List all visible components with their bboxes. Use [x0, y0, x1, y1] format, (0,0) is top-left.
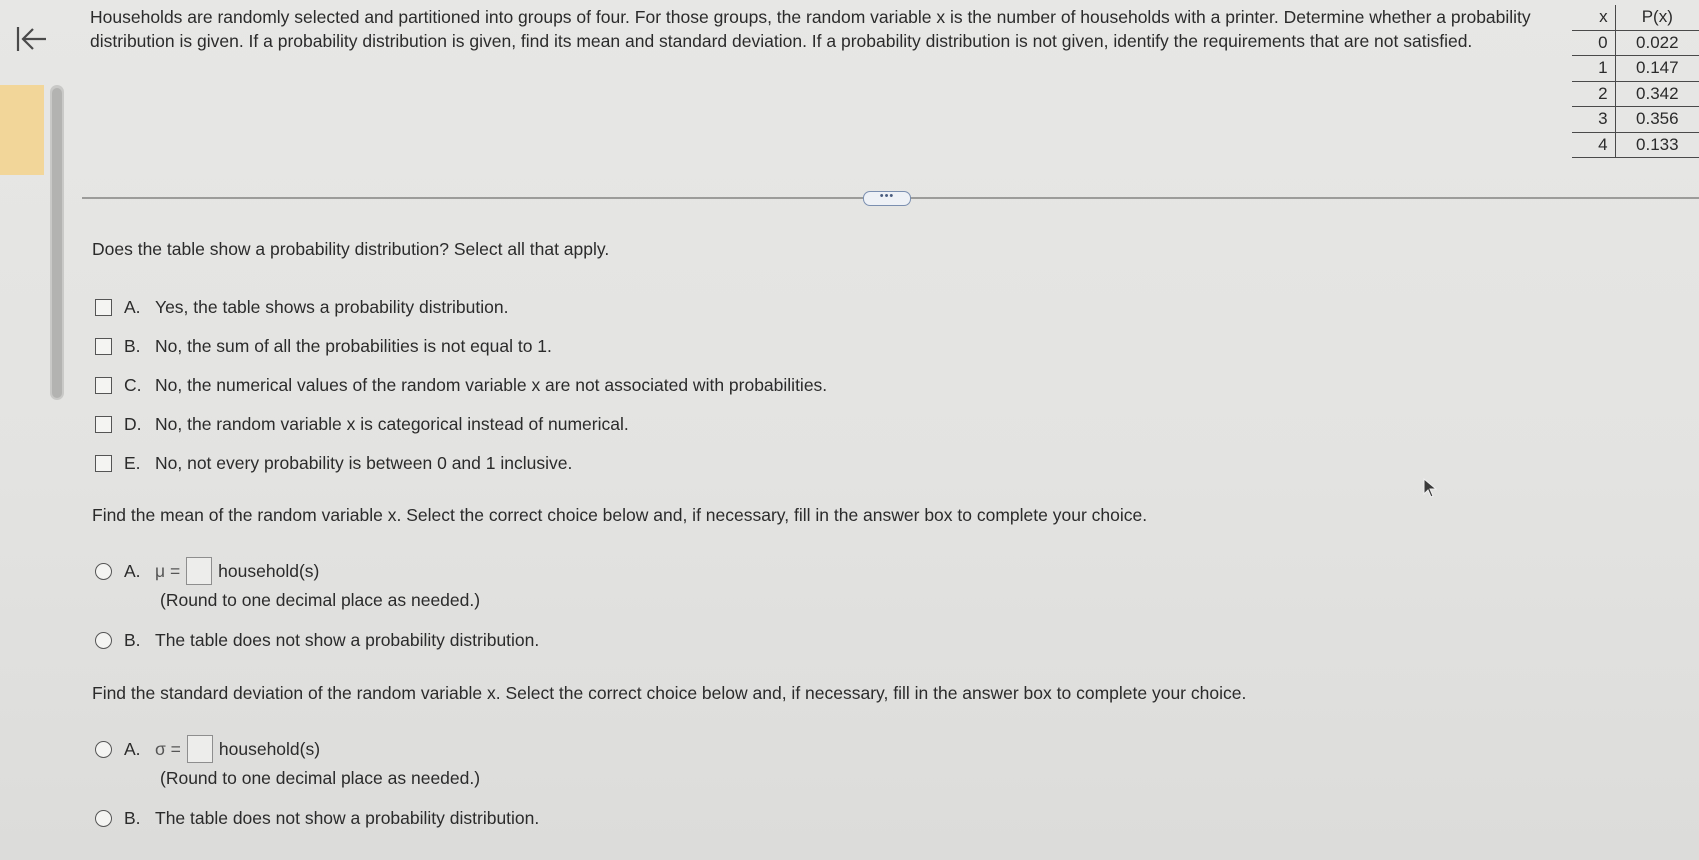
option-letter: A. — [124, 560, 141, 581]
table-cell-x: 2 — [1572, 81, 1615, 107]
radio-button[interactable] — [95, 810, 112, 827]
mu-symbol: μ = — [155, 560, 181, 581]
checkbox[interactable] — [95, 338, 112, 355]
part2-prompt: Find the mean of the random variable x. Select the correct choice below and, if necessary, fill in the answer box to complete your choice. — [92, 505, 1148, 525]
option-letter: D. — [124, 413, 142, 434]
sd-answer-box[interactable] — [187, 735, 213, 763]
question-text: Households are randomly selected and partitioned into groups of four. For those groups, the random variable x is the number of households with a printer. Determine whether a probability distribution is given. If a probability distribution is given, find its mean and standard deviation. If a probability distribution is not given, identify the requirements that are not satisfied. — [90, 7, 1531, 51]
mean-option-a[interactable] — [95, 558, 319, 584]
option-letter: A. — [124, 296, 141, 317]
sd-option-b[interactable] — [95, 805, 539, 831]
option-text: The table does not show a probability distribution. — [155, 629, 540, 650]
mean-unit: household(s) — [218, 560, 320, 581]
radio-button[interactable] — [95, 741, 112, 758]
sigma-symbol: σ = — [155, 738, 181, 759]
scrollbar-thumb[interactable] — [52, 88, 62, 398]
part1-option-a[interactable] — [95, 294, 508, 320]
table-cell-p: 0.356 — [1636, 109, 1679, 129]
option-letter: B. — [124, 629, 141, 650]
table-header-row — [1572, 5, 1699, 30]
table-cell-p: 0.133 — [1636, 134, 1679, 154]
option-letter: A. — [124, 738, 141, 759]
table-header-px: P(x) — [1641, 7, 1673, 27]
part1-option-c[interactable] — [95, 372, 827, 398]
part1-prompt: Does the table show a probability distribution? Select all that apply. — [92, 239, 610, 259]
part1-option-d[interactable] — [95, 411, 629, 437]
checkbox[interactable] — [95, 455, 112, 472]
mean-option-b[interactable] — [95, 627, 539, 653]
table-row — [1572, 30, 1699, 56]
table-cell-p: 0.342 — [1636, 83, 1679, 103]
table-row — [1572, 56, 1699, 82]
mean-answer-box[interactable] — [186, 557, 212, 585]
table-header-x: x — [1572, 5, 1615, 30]
table-cell-p: 0.147 — [1636, 58, 1679, 78]
option-text: No, not every probability is between 0 and 1 inclusive. — [155, 452, 573, 473]
radio-button[interactable] — [95, 632, 112, 649]
option-text: Yes, the table shows a probability distribution. — [155, 296, 509, 317]
table-cell-x: 3 — [1572, 107, 1615, 133]
option-letter: B. — [124, 335, 141, 356]
probability-table — [1572, 5, 1699, 158]
sd-option-a[interactable] — [95, 736, 320, 762]
table-cell-x: 0 — [1572, 30, 1615, 56]
option-letter: E. — [124, 452, 141, 473]
mouse-pointer-icon — [1422, 478, 1438, 498]
mean-round-hint: (Round to one decimal place as needed.) — [160, 590, 481, 610]
table-row — [1572, 132, 1699, 158]
sd-round-hint: (Round to one decimal place as needed.) — [160, 768, 481, 788]
table-row — [1572, 81, 1699, 107]
expand-button[interactable]: ••• — [863, 191, 911, 206]
checkbox[interactable] — [95, 377, 112, 394]
part3-prompt: Find the standard deviation of the random variable x. Select the correct choice below and, if necessary, fill in the answer box to complete your choice. — [92, 683, 1247, 703]
table-cell-p: 0.022 — [1636, 32, 1679, 52]
table-cell-x: 4 — [1572, 132, 1615, 158]
option-letter: C. — [124, 374, 142, 395]
table-cell-x: 1 — [1572, 56, 1615, 82]
part1-option-b[interactable] — [95, 333, 552, 359]
radio-button[interactable] — [95, 563, 112, 580]
option-text: No, the sum of all the probabilities is not equal to 1. — [155, 335, 552, 356]
option-text: No, the random variable x is categorical instead of numerical. — [155, 413, 629, 434]
checkbox[interactable] — [95, 416, 112, 433]
table-row — [1572, 107, 1699, 133]
back-button[interactable] — [10, 18, 52, 60]
checkbox[interactable] — [95, 299, 112, 316]
side-highlight-strip — [0, 85, 44, 175]
option-text: No, the numerical values of the random variable x are not associated with probabilities. — [155, 374, 828, 395]
sd-unit: household(s) — [218, 738, 321, 759]
part1-option-e[interactable] — [95, 450, 572, 476]
arrow-left-bar-icon — [14, 24, 48, 54]
option-letter: B. — [124, 807, 141, 828]
option-text: The table does not show a probability distribution. — [155, 807, 540, 828]
